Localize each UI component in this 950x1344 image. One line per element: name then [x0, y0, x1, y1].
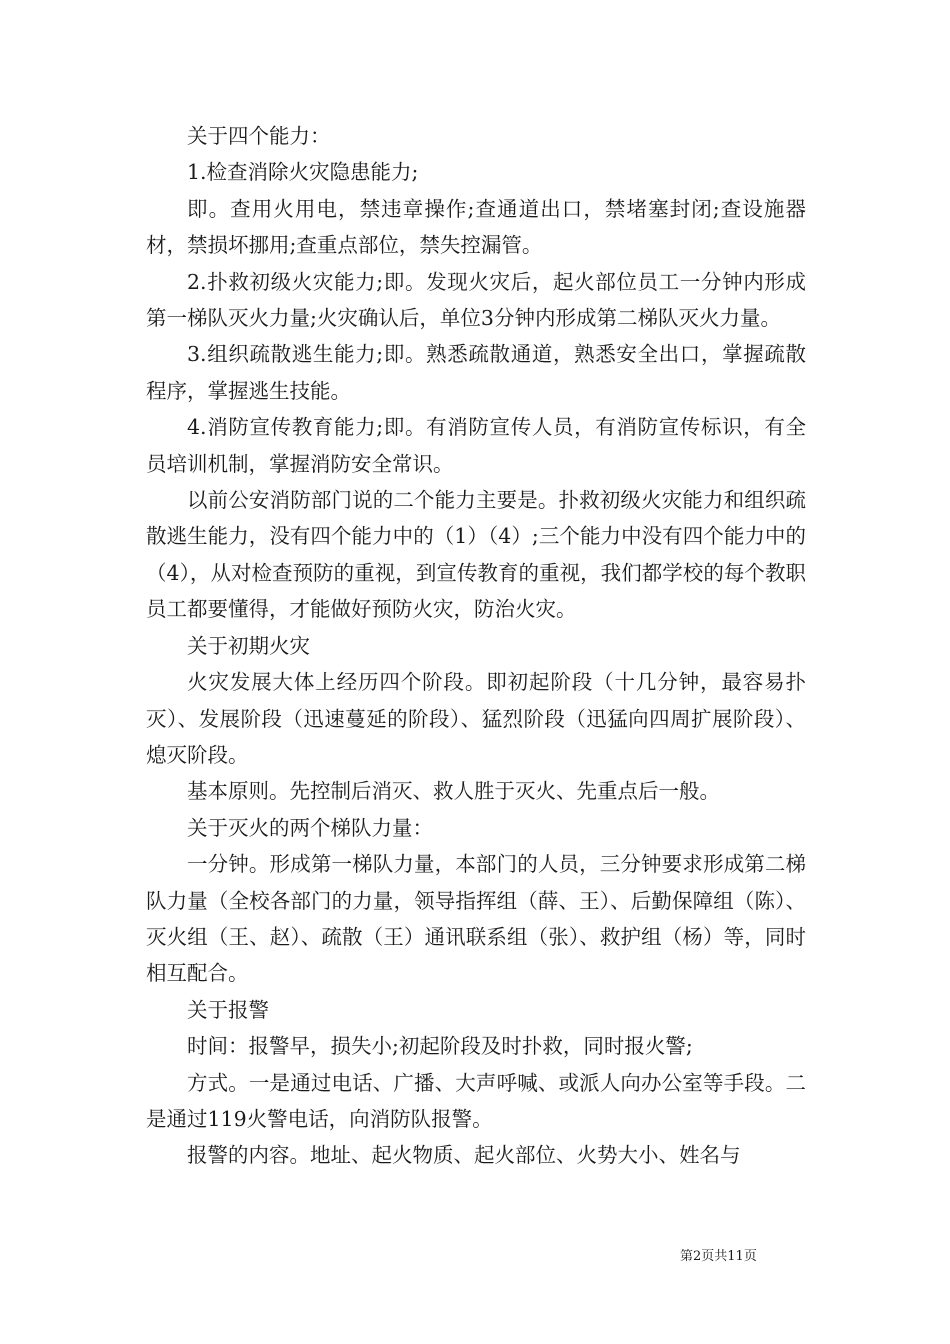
paragraph-fire-stages: 火灾发展大体上经历四个阶段。即初起阶段（十几分钟，最容易扑灭）、发展阶段（迅速蔓延的阶段）、猛烈阶段（迅猛向四周扩展阶段）、熄灭阶段。: [146, 670, 806, 767]
paragraph-alarm-method: 方式。一是通过电话、广播、大声呼喊、或派人向办公室等手段。二是通过119火警电话，向消防队报警。: [146, 1070, 806, 1131]
paragraph-ability-3: 3.组织疏散逃生能力;即。熟悉疏散通道，熟悉安全出口，掌握疏散程序，掌握逃生技能。: [146, 342, 806, 403]
paragraph-basic-principles: 基本原则。先控制后消灭、救人胜于灭火、先重点后一般。: [187, 779, 720, 804]
paragraph-heading-alarm: 关于报警: [187, 997, 269, 1022]
paragraph-alarm-content: 报警的内容。地址、起火物质、起火部位、火势大小、姓名与: [187, 1143, 741, 1168]
page-number-footer: 第2页共11页: [680, 1249, 757, 1264]
document-body: [146, 118, 806, 1174]
paragraph-heading-four-abilities: 关于四个能力：: [187, 124, 331, 148]
paragraph-ability-2: 2.扑救初级火灾能力;即。发现火灾后，起火部位员工一分钟内形成第一梯队灭火力量;火灾确认后，单位3分钟内形成第二梯队灭火力量。: [146, 269, 806, 331]
paragraph-echelons-detail: 一分钟。形成第一梯队力量，本部门的人员，三分钟要求形成第二梯队力量（全校各部门的力量，领导指挥组（薛、王）、后勤保障组（陈）、灭火组（王、赵）、疏散（王）通讯联系组（张）、救护组（杨）等，同时相互配合。: [146, 852, 806, 986]
paragraph-ability-1: 1.检查消除火灾隐患能力;: [187, 160, 419, 185]
paragraph-ability-1-detail: 即。查用火用电，禁违章操作;查通道出口，禁堵塞封闭;查设施器材，禁损坏挪用;查重点部位，禁失控漏管。: [146, 196, 806, 258]
paragraph-heading-two-echelons: 关于灭火的两个梯队力量：: [187, 815, 433, 840]
paragraph-alarm-time: 时间：报警早，损失小;初起阶段及时扑救，同时报火警;: [187, 1034, 693, 1059]
paragraph-heading-initial-fire: 关于初期火灾: [187, 633, 310, 658]
paragraph-former-abilities: 以前公安消防部门说的二个能力主要是。扑救初级火灾能力和组织疏散逃生能力，没有四个能力中的（1）（4）;三个能力中没有四个能力中的（4），从对检查预防的重视，到宣传教育的重视，我们都学校的每个教职员工都要懂得，才能做好预防火灾，防治火灾。: [146, 488, 806, 622]
paragraph-ability-4: 4.消防宣传教育能力;即。有消防宣传人员，有消防宣传标识，有全员培训机制，掌握消防安全常识。: [146, 415, 806, 476]
